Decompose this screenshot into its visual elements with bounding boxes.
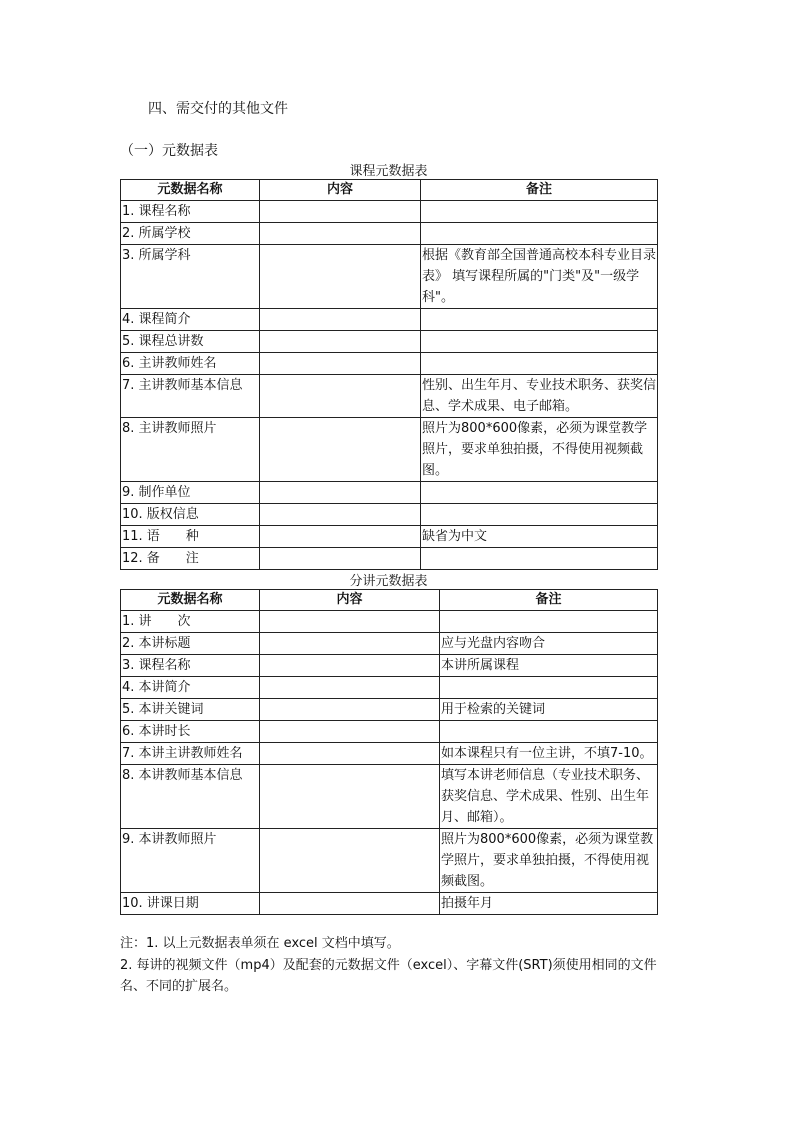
- table-row: [121, 526, 658, 548]
- table-row: [121, 245, 658, 309]
- note-line-1: 注：1. 以上元数据表单须在 excel 文档中填写。: [120, 936, 400, 951]
- lecture-metadata-table: [120, 589, 658, 915]
- metadata-content-cell: [260, 353, 421, 375]
- metadata-name-cell: 6. 本讲时长: [121, 721, 260, 743]
- metadata-name-cell: 1. 课程名称: [121, 201, 260, 223]
- table-row: [121, 829, 658, 893]
- metadata-note-cell: 性别、出生年月、专业技术职务、获奖信息、学术成果、电子邮箱。: [421, 375, 658, 418]
- metadata-name-cell: 11. 语 种: [121, 526, 260, 548]
- metadata-name-cell: 6. 主讲教师姓名: [121, 353, 260, 375]
- metadata-content-cell: [260, 418, 421, 482]
- metadata-content-cell: [260, 829, 440, 893]
- table-row: [121, 633, 658, 655]
- metadata-content-cell: [260, 482, 421, 504]
- table-row: [121, 743, 658, 765]
- table-row: [121, 482, 658, 504]
- metadata-name-cell: 4. 本讲简介: [121, 677, 260, 699]
- metadata-note-cell: [421, 548, 658, 570]
- metadata-name-cell: 8. 主讲教师照片: [121, 418, 260, 482]
- table-row: [121, 309, 658, 331]
- table-row: [121, 611, 658, 633]
- metadata-note-cell: [440, 721, 658, 743]
- metadata-content-cell: [260, 699, 440, 721]
- metadata-note-cell: 用于检索的关键词: [440, 699, 658, 721]
- table-row: [121, 721, 658, 743]
- metadata-note-cell: 缺省为中文: [421, 526, 658, 548]
- subsection-heading: （一）元数据表: [120, 143, 218, 159]
- metadata-name-cell: 1. 讲 次: [121, 611, 260, 633]
- metadata-note-cell: [421, 504, 658, 526]
- metadata-content-cell: [260, 721, 440, 743]
- course-table-caption: 课程元数据表: [349, 164, 428, 179]
- metadata-note-cell: [421, 331, 658, 353]
- table-row: [121, 893, 658, 915]
- metadata-content-cell: [260, 765, 440, 829]
- metadata-content-cell: [260, 331, 421, 353]
- table-row: [121, 655, 658, 677]
- course-metadata-table: [120, 179, 658, 570]
- metadata-note-cell: [440, 611, 658, 633]
- metadata-note-cell: [421, 309, 658, 331]
- metadata-note-cell: [421, 482, 658, 504]
- header-content: 内容: [260, 590, 440, 611]
- section-heading: 四、需交付的其他文件: [148, 101, 288, 117]
- metadata-name-cell: 3. 所属学科: [121, 245, 260, 309]
- metadata-content-cell: [260, 655, 440, 677]
- metadata-name-cell: 7. 主讲教师基本信息: [121, 375, 260, 418]
- table-row: [121, 548, 658, 570]
- metadata-note-cell: 填写本讲老师信息（专业技术职务、获奖信息、学术成果、性别、出生年月、邮箱）。: [440, 765, 658, 829]
- metadata-note-cell: 如本课程只有一位主讲，不填7-10。: [440, 743, 658, 765]
- metadata-name-cell: 7. 本讲主讲教师姓名: [121, 743, 260, 765]
- metadata-content-cell: [260, 375, 421, 418]
- table-row: [121, 375, 658, 418]
- table-row: [121, 201, 658, 223]
- metadata-name-cell: 4. 课程简介: [121, 309, 260, 331]
- header-content: 内容: [260, 180, 421, 201]
- metadata-name-cell: 5. 课程总讲数: [121, 331, 260, 353]
- table-header-row: [121, 590, 658, 611]
- header-name: 元数据名称: [121, 590, 260, 611]
- table-row: [121, 677, 658, 699]
- metadata-name-cell: 2. 所属学校: [121, 223, 260, 245]
- metadata-content-cell: [260, 743, 440, 765]
- metadata-note-cell: 照片为800*600像素，必须为课堂教学照片，要求单独拍摄，不得使用视频截图。: [440, 829, 658, 893]
- metadata-note-cell: 本讲所属课程: [440, 655, 658, 677]
- table-row: [121, 699, 658, 721]
- metadata-name-cell: 12. 备 注: [121, 548, 260, 570]
- metadata-note-cell: [421, 353, 658, 375]
- table-row: [121, 353, 658, 375]
- metadata-name-cell: 10. 版权信息: [121, 504, 260, 526]
- table-row: [121, 504, 658, 526]
- metadata-note-cell: 拍摄年月: [440, 893, 658, 915]
- metadata-content-cell: [260, 677, 440, 699]
- header-note: 备注: [440, 590, 658, 611]
- metadata-note-cell: [440, 677, 658, 699]
- table-header-row: [121, 180, 658, 201]
- metadata-content-cell: [260, 633, 440, 655]
- metadata-content-cell: [260, 201, 421, 223]
- table-row: [121, 223, 658, 245]
- metadata-name-cell: 10. 讲课日期: [121, 893, 260, 915]
- metadata-note-cell: 照片为800*600像素，必须为课堂教学照片，要求单独拍摄，不得使用视频截图。: [421, 418, 658, 482]
- metadata-name-cell: 8. 本讲教师基本信息: [121, 765, 260, 829]
- metadata-name-cell: 3. 课程名称: [121, 655, 260, 677]
- header-note: 备注: [421, 180, 658, 201]
- metadata-content-cell: [260, 611, 440, 633]
- metadata-name-cell: 5. 本讲关键词: [121, 699, 260, 721]
- metadata-name-cell: 9. 本讲教师照片: [121, 829, 260, 893]
- table-row: [121, 331, 658, 353]
- lecture-table-caption: 分讲元数据表: [349, 574, 428, 589]
- metadata-content-cell: [260, 504, 421, 526]
- note-line-2: 2. 每讲的视频文件（mp4）及配套的元数据文件（excel）、字幕文件(SRT)须使用相同的文件名、不同的扩展名。: [120, 958, 657, 994]
- metadata-content-cell: [260, 548, 421, 570]
- metadata-note-cell: 应与光盘内容吻合: [440, 633, 658, 655]
- table-row: [121, 765, 658, 829]
- metadata-note-cell: 根据《教育部全国普通高校本科专业目录表》 填写课程所属的"门类"及"一级学科"。: [421, 245, 658, 309]
- header-name: 元数据名称: [121, 180, 260, 201]
- table-row: [121, 418, 658, 482]
- metadata-content-cell: [260, 893, 440, 915]
- metadata-name-cell: 2. 本讲标题: [121, 633, 260, 655]
- metadata-content-cell: [260, 526, 421, 548]
- metadata-content-cell: [260, 223, 421, 245]
- metadata-name-cell: 9. 制作单位: [121, 482, 260, 504]
- metadata-note-cell: [421, 223, 658, 245]
- metadata-note-cell: [421, 201, 658, 223]
- metadata-content-cell: [260, 309, 421, 331]
- metadata-content-cell: [260, 245, 421, 309]
